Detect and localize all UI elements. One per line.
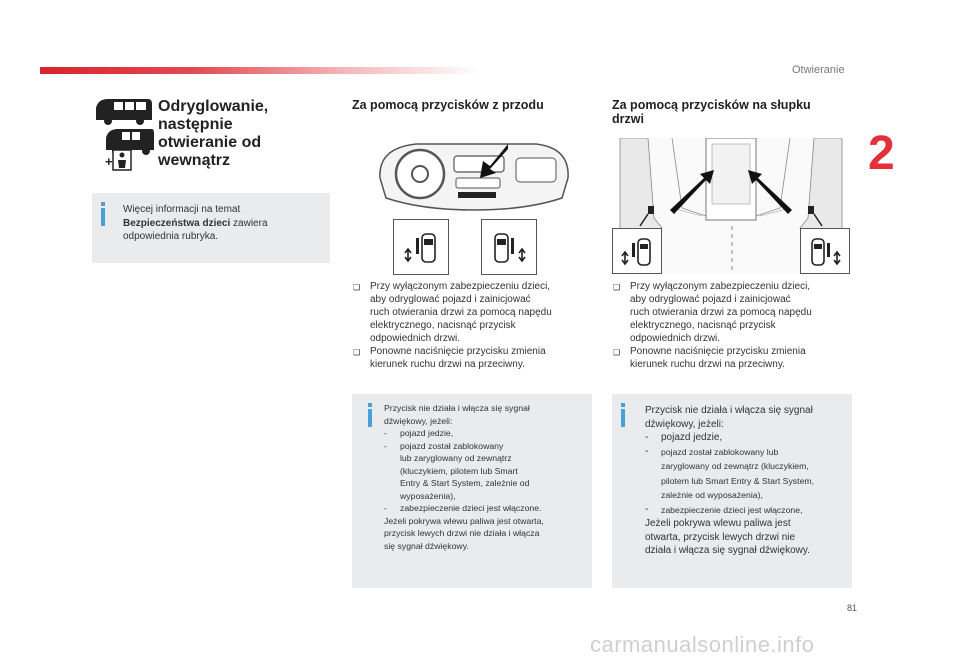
info-box-middle [352, 394, 592, 588]
info-text-left: Więcej informacji na temat Bezpieczeństwa dzieci zawiera odpowiednia rubryka. [123, 204, 268, 242]
info-icon-dot [621, 403, 625, 407]
chapter-number: 2 [868, 127, 895, 180]
info-icon-dot [101, 202, 105, 206]
info-box-right [612, 394, 852, 588]
info-text-right: Przycisk nie działa i włącza się sygnał dźwiękowy, jeżeli: - pojazd jedzie, - pojazd został zablokowany lub zaryglowany od zewnątrz (kluczykiem, pilotem lub Smart Entry & Start System, zależnie od wyposażenia), - zabezpieczenie dzieci jest włączone, Jeżeli pokrywa wlewu paliwa jest otwarta, przycisk lewych drzwi nie działa i włącza się sygnał dźwiękowy. [645, 405, 815, 556]
front-left-button-icon [393, 219, 449, 275]
watermark: carmanualsonline.info [590, 632, 815, 657]
list-item: ❑ Ponowne naciśnięcie przycisku zmienia kierunek ruchu drzwi na przeciwny. [353, 346, 546, 370]
pillar-buttons-title: Za pomocą przycisków na słupku drzwi [612, 98, 811, 126]
front-instructions [352, 280, 592, 371]
list-item: ❑ Ponowne naciśnięcie przycisku zmienia kierunek ruchu drzwi na przeciwny. [613, 346, 806, 370]
header-accent-bar [40, 67, 480, 74]
page-number: 81 [847, 603, 858, 613]
info-box-left [92, 193, 330, 263]
list-item: ❑ Przy wyłączonym zabezpieczeniu dzieci, aby odryglować pojazd i zainicjować ruch otwierania drzwi za pomocą napędu elektrycznego, nacisnąć przycisk odpowiednich drzwi. [353, 281, 552, 344]
van-icons [92, 96, 154, 172]
info-icon-dot [368, 403, 372, 407]
info-icon [621, 409, 625, 427]
list-item: ❑ Przy wyłączonym zabezpieczeniu dzieci, aby odryglować pojazd i zainicjować ruch otwierania drzwi za pomocą napędu elektrycznego, nacisnąć przycisk odpowiednich drzwi. [613, 281, 812, 344]
front-buttons-title: Za pomocą przycisków z przodu [352, 98, 544, 112]
section-title: Otwieranie [792, 64, 845, 76]
pillar-instructions [612, 280, 852, 371]
bullet-icon: ❑ [353, 348, 361, 357]
bullet-icon: ❑ [613, 348, 621, 357]
main-title: Odryglowanie, następnie otwieranie od wewnątrz [158, 98, 269, 169]
svg-text:+: + [105, 154, 113, 169]
bullet-icon: ❑ [353, 283, 361, 292]
pillar-right-button-icon [800, 228, 850, 274]
front-right-button-icon [481, 219, 537, 275]
info-text-middle: Przycisk nie działa i włącza się sygnał dźwiękowy, jeżeli: - pojazd jedzie, - pojazd został zablokowany lub zaryglowany od zewnątrz (kluczykiem, pilotem lub Smart Entry & Start System, zależnie od wyposażenia), - zabezpieczenie dzieci jest włączone. Jeżeli pokrywa wlewu paliwa jest otwarta, przycisk lewych drzwi nie działa i włącza się sygnał dźwiękowy. [384, 403, 544, 551]
info-icon [368, 409, 372, 427]
info-icon [101, 208, 105, 226]
bullet-icon: ❑ [613, 283, 621, 292]
pillar-left-button-icon [612, 228, 662, 274]
dashboard-illustration [376, 138, 572, 214]
